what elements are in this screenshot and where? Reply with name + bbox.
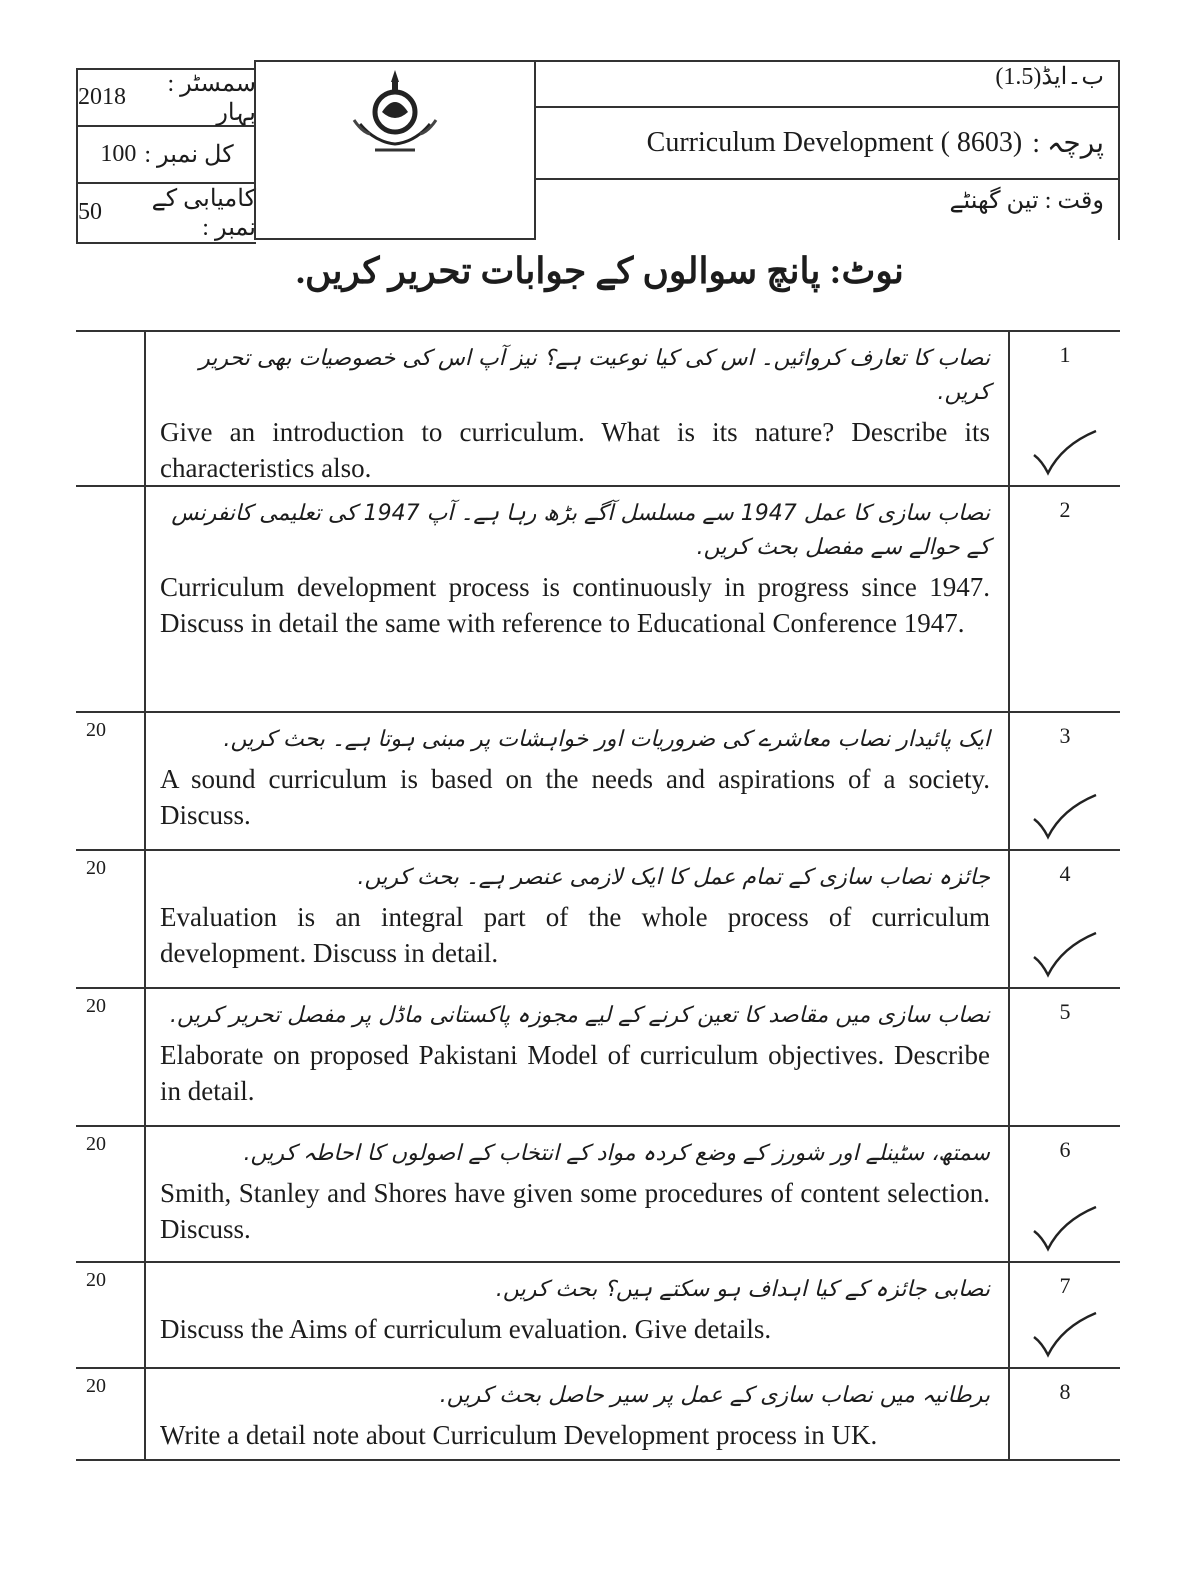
question-marks: 20 — [76, 1127, 146, 1261]
question-urdu: نصابی جائزہ کے کیا اہداف ہو سکتے ہیں؟ بحث کریں. — [495, 1277, 990, 1302]
question-english: Write a detail note about Curriculum Development process in UK. — [160, 1420, 878, 1450]
question-english: Smith, Stanley and Shores have given some procedures of content selection. Discuss. — [160, 1178, 990, 1244]
question-urdu: سمتھ، سٹینلے اور شورز کے وضع کردہ مواد کے انتخاب کے اصولوں کا احاطہ کریں. — [243, 1141, 990, 1166]
university-logo-box — [254, 60, 536, 240]
question-row — [76, 1369, 1120, 1461]
total-marks-value: 100 — [100, 141, 137, 167]
question-number-cell — [1008, 1263, 1120, 1367]
question-urdu: جائزہ نصاب سازی کے تمام عمل کا ایک لازمی عنصر ہے۔ بحث کریں. — [357, 865, 990, 890]
pass-marks-cell — [78, 184, 256, 241]
question-row — [76, 1263, 1120, 1369]
question-text — [146, 713, 1008, 849]
checkmark-icon — [1030, 427, 1100, 477]
question-number: 5 — [1059, 999, 1071, 1024]
question-urdu: نصاب سازی میں مقاصد کا تعین کرنے کے لیے مجوزہ پاکستانی ماڈل پر مفصل تحریر کریں. — [169, 1003, 990, 1028]
marks-info-box — [76, 68, 256, 244]
question-marks — [76, 487, 146, 711]
checkmark-icon — [1030, 1309, 1100, 1359]
checkmark-icon — [1030, 1203, 1100, 1253]
question-urdu: ایک پائیدار نصاب معاشرے کی ضروریات اور خواہشات پر مبنی ہوتا ہے۔ بحث کریں. — [223, 727, 990, 752]
question-english: Elaborate on proposed Pakistani Model of curriculum objectives. Describe in detail. — [160, 1040, 990, 1106]
total-marks-cell — [78, 127, 256, 184]
question-row — [76, 851, 1120, 989]
question-row — [76, 713, 1120, 851]
question-english: A sound curriculum is based on the needs and aspirations of a society. Discuss. — [160, 764, 990, 830]
question-row — [76, 1127, 1120, 1263]
question-row — [76, 487, 1120, 713]
total-marks-label: کل نمبر : — [144, 142, 234, 168]
question-marks: 20 — [76, 1369, 146, 1459]
question-english: Discuss the Aims of curriculum evaluation. Give details. — [160, 1314, 772, 1344]
semester-label: سمسٹر : بہار — [167, 70, 256, 126]
semester-cell — [78, 70, 256, 127]
question-number: 2 — [1059, 497, 1071, 522]
question-marks: 20 — [76, 989, 146, 1125]
checkmark-icon — [1030, 791, 1100, 841]
question-text — [146, 1369, 1008, 1459]
question-number: 1 — [1059, 342, 1071, 367]
paper-header — [76, 60, 1120, 242]
subject-box — [536, 106, 1118, 180]
question-urdu: نصاب سازی کا عمل 1947 سے مسلسل آگے بڑھ رہا ہے۔ آپ 1947 کی تعلیمی کانفرنس کے حوالے سے مفصل بحث کریں. — [171, 501, 990, 560]
question-number-cell — [1008, 851, 1120, 987]
time-allowed: وقت : تین گھنٹے — [949, 188, 1104, 214]
questions-table — [76, 330, 1120, 1461]
question-number-cell — [1008, 1369, 1120, 1459]
question-text — [146, 851, 1008, 987]
question-number: 4 — [1059, 861, 1071, 886]
question-number-cell — [1008, 332, 1120, 485]
pass-marks-value: 50 — [78, 199, 102, 225]
question-number-cell — [1008, 487, 1120, 711]
paper-label: پرچہ : — [1032, 128, 1104, 159]
question-number-cell — [1008, 1127, 1120, 1261]
question-english: Curriculum development process is continuously in progress since 1947. Discuss in detail the same with reference to Educational Conference 1947. — [160, 572, 990, 638]
level-code: ب۔ایڈ(1.5) — [995, 64, 1104, 90]
question-number: 7 — [1059, 1273, 1071, 1298]
question-row — [76, 332, 1120, 487]
question-text — [146, 487, 1008, 711]
question-marks: 20 — [76, 713, 146, 849]
checkmark-icon — [1030, 929, 1100, 979]
question-number: 6 — [1059, 1137, 1071, 1162]
question-marks: 20 — [76, 851, 146, 987]
question-marks: 20 — [76, 1263, 146, 1367]
question-number-cell — [1008, 989, 1120, 1125]
question-number: 3 — [1059, 723, 1071, 748]
question-urdu: نصاب کا تعارف کروائیں۔ اس کی کیا نوعیت ہے؟ نیز آپ اس کی خصوصیات بھی تحریر کریں. — [199, 346, 990, 405]
instruction-note: نوٹ: پانچ سوالوں کے جوابات تحریر کریں. — [296, 251, 904, 291]
question-row — [76, 989, 1120, 1127]
question-number-cell — [1008, 713, 1120, 849]
question-text — [146, 989, 1008, 1125]
question-text — [146, 1263, 1008, 1367]
question-urdu: برطانیہ میں نصاب سازی کے عمل پر سیر حاصل بحث کریں. — [439, 1383, 990, 1408]
question-text — [146, 332, 1008, 485]
question-marks — [76, 332, 146, 485]
question-english: Evaluation is an integral part of the whole process of curriculum development. Discuss in detail. — [160, 902, 990, 968]
pass-marks-label: کامیابی کے نمبر : — [151, 185, 256, 241]
question-number: 8 — [1059, 1379, 1071, 1404]
subject-info-box — [536, 60, 1120, 240]
semester-year: 2018 — [78, 84, 126, 110]
question-english: Give an introduction to curriculum. What is its nature? Describe its characteristics also. — [160, 417, 990, 483]
question-text — [146, 1127, 1008, 1261]
subject-title: Curriculum Development ( 8603) — [646, 127, 1023, 158]
university-logo-icon — [340, 62, 450, 162]
